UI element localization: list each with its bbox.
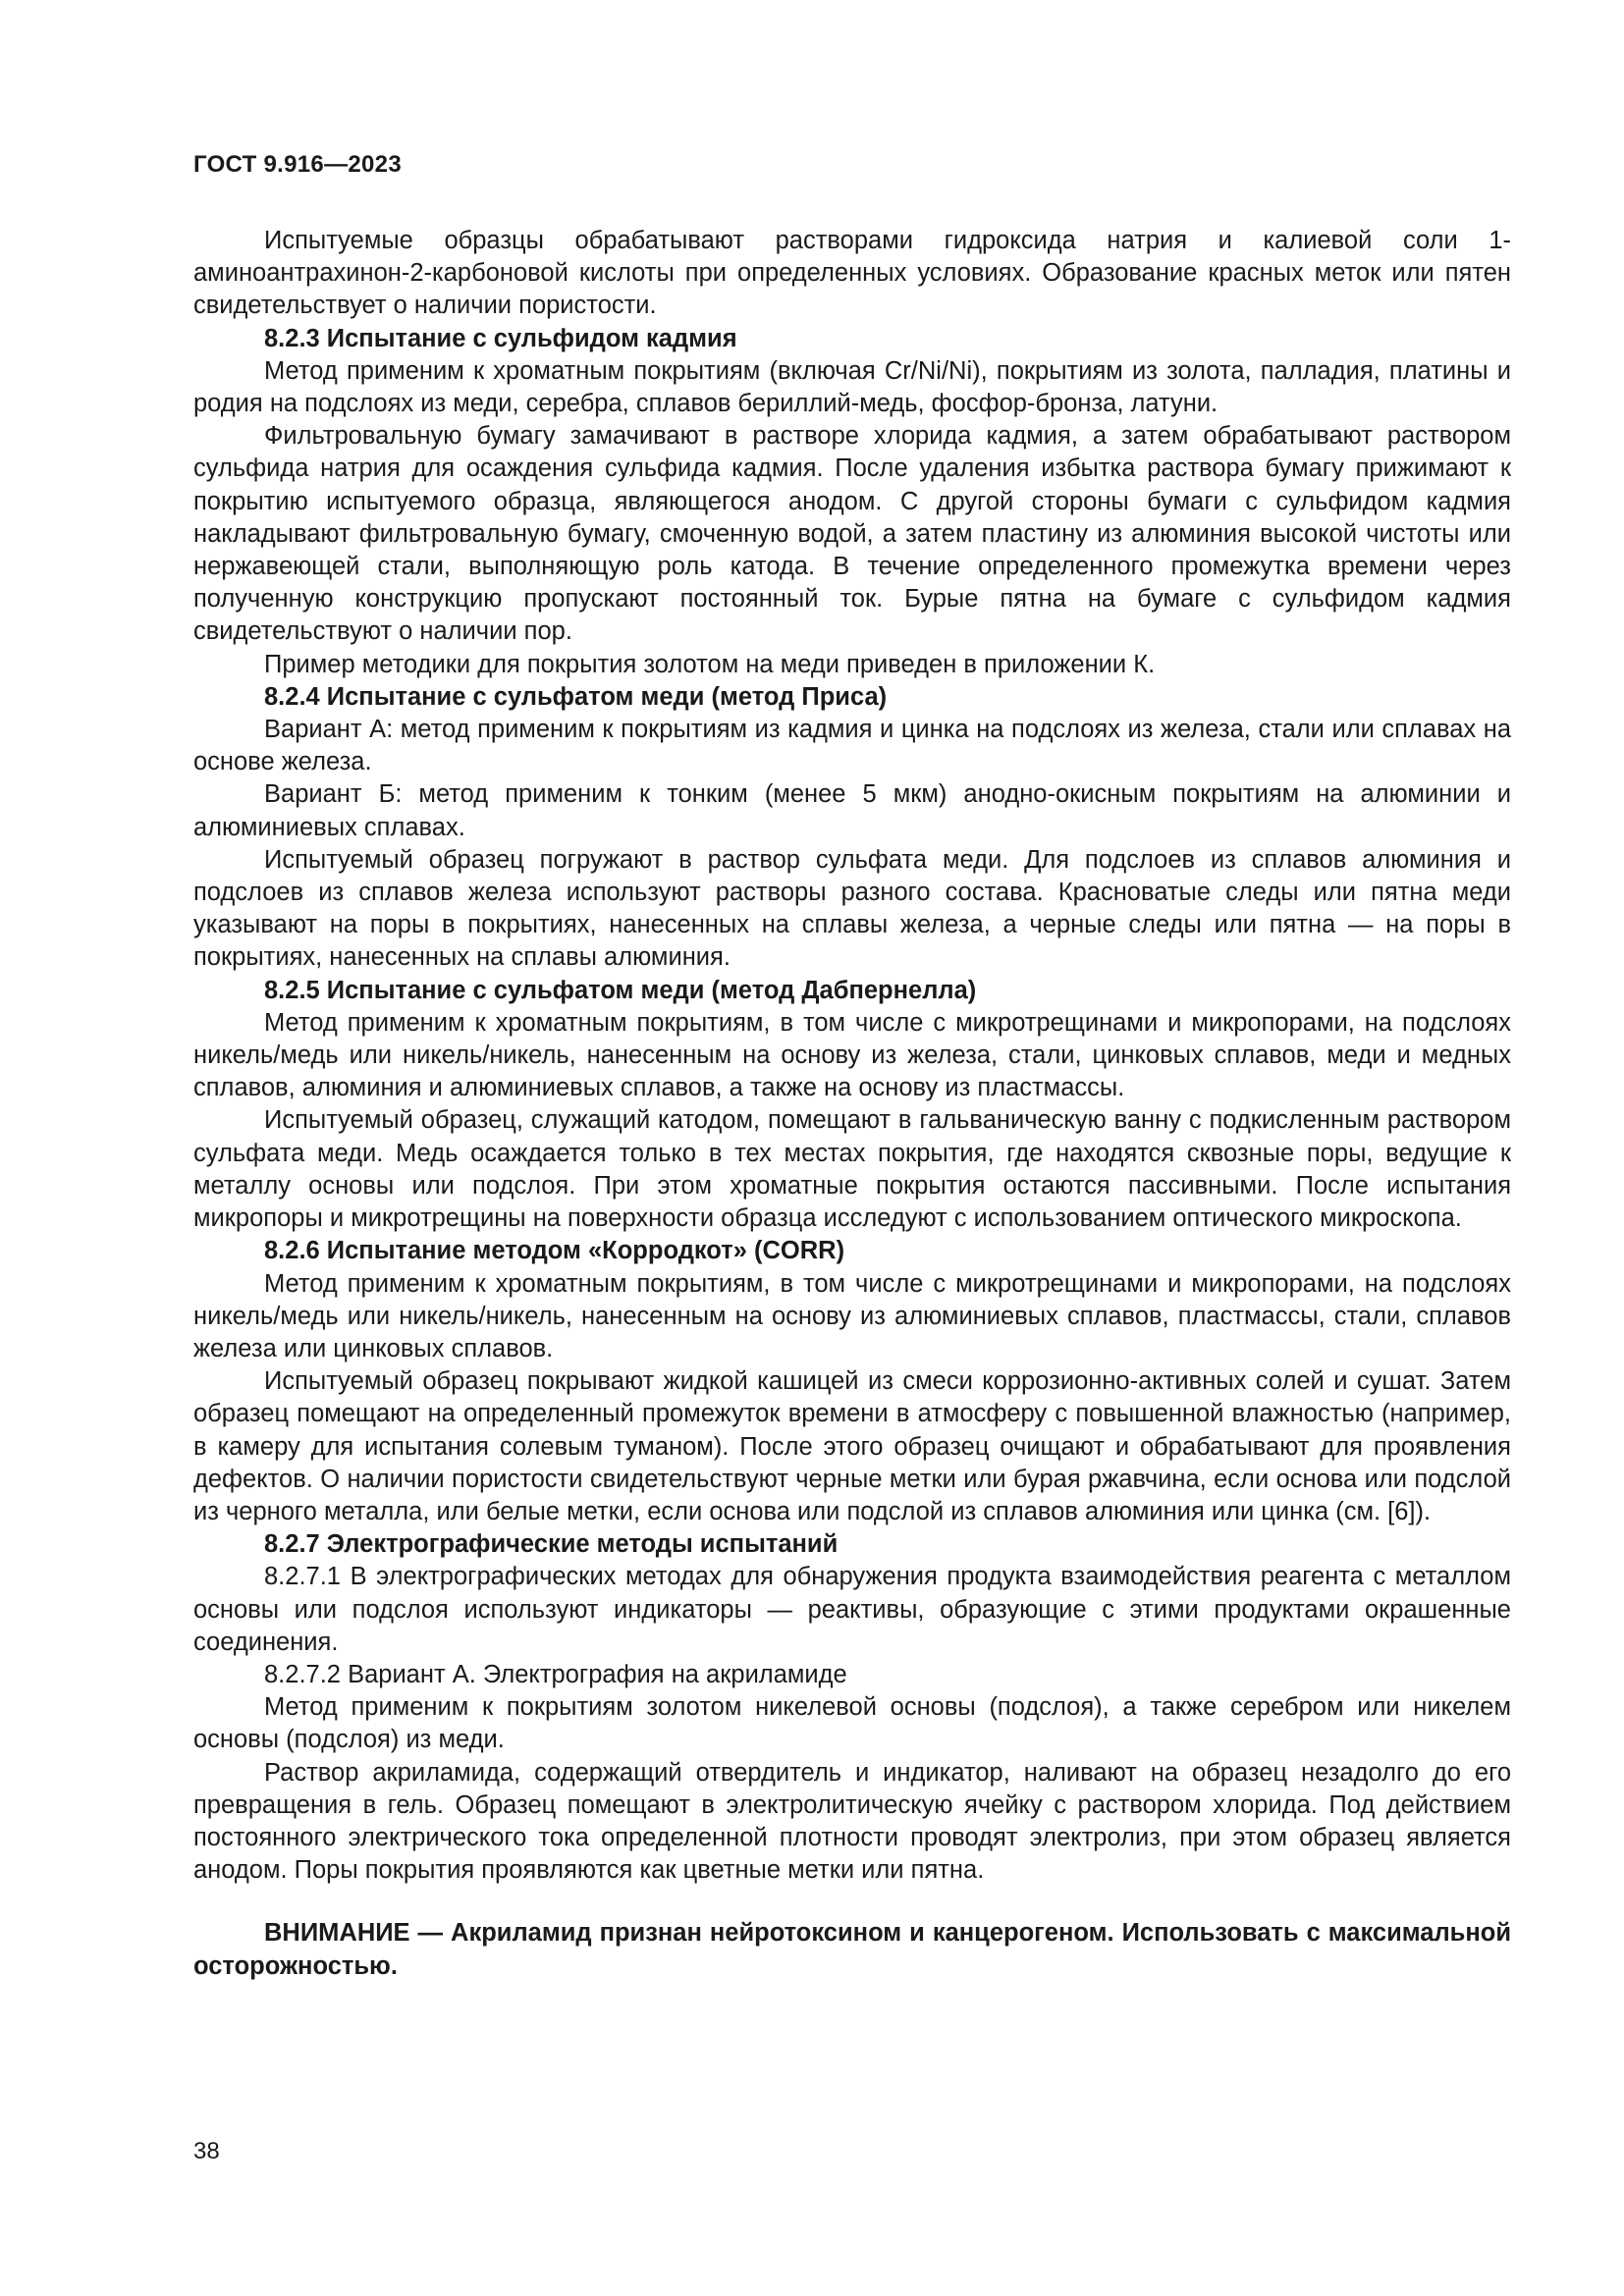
paragraph: Раствор акриламида, содержащий отвердитель и индикатор, наливают на образец незадолго до его превращения в гель. Образец помещают в электролитическую ячейку с раствором хлорида. Под действием постоянного электрического тока определенной плотности проводят электролиз, при этом образец является анодом. Поры покрытия проявляются как цветные метки или пятна. [193,1758,1511,1885]
paragraph: Метод применим к хроматным покрытиям, в том числе с микротрещинами и микропорами, на подслоях никель/медь или никель/никель, нанесенным на основу из алюминиевых сплавов, пластмассы, стали, сплавов железа или цинковых сплавов. [193,1269,1511,1362]
paragraph: Метод применим к покрытиям золотом никелевой основы (подслоя), а также серебром или никелем основы (подслоя) из меди. [193,1693,1511,1754]
paragraph: Пример методики для покрытия золотом на меди приведен в приложении К. [264,650,1156,678]
paragraph: Испытуемые образцы обрабатывают растворами гидроксида натрия и калиевой соли 1-аминоантрахинон-2-карбоновой кислоты при определенных условиях. Образование красных меток или пятен свидетельствует о наличии пористости. [193,227,1511,320]
paragraph: Метод применим к хроматным покрытиям (включая Cr/Ni/Ni), покрытиям из золота, палладия, платины и родия на подслоях из меди, серебра, сплавов бериллий-медь, фосфор-бронза, латуни. [193,356,1511,418]
paragraph: Вариант А: метод применим к покрытиям из кадмия и цинка на подслоях из железа, стали или сплавах на основе железа. [193,716,1511,776]
section-heading-8-2-4: 8.2.4 Испытание с сульфатом меди (метод Приса) [264,682,888,711]
subsection-heading-8-2-7-2: 8.2.7.2 Вариант А. Электрография на акриламиде [264,1660,847,1688]
paragraph: 8.2.7.1 В электрографических методах для обнаружения продукта взаимодействия реагента с металлом основы или подслоя используют индикаторы — реактивы, образующие с этими продуктами окрашенные соединения. [193,1563,1511,1656]
page-number: 38 [193,2138,220,2164]
warning-notice: ВНИМАНИЕ — Акриламид признан нейротоксином и канцерогеном. Использовать с максимальной осторожностью. [193,1919,1511,1981]
paragraph: Испытуемый образец покрывают жидкой кашицей из смеси коррозионно-активных солей и сушат. Затем образец помещают на определенный промежуток времени в атмосферу с повышенной влажностью (например, в камеру для испытания солевым туманом). После этого образец очищают и обрабатывают для проявления дефектов. О наличии пористости свидетельствуют черные метки или бурая ржавчина, если основа или подслой из черного металла, или белые метки, если основа или подслой из сплавов алюминия или цинка (см. [6]). [193,1367,1511,1525]
paragraph: Фильтровальную бумагу замачивают в растворе хлорида кадмия, а затем обрабатывают раствором сульфида натрия для осаждения сульфида кадмия. После удаления избытка раствора бумагу прижимают к покрытию испытуемого образца, являющегося анодом. С другой стороны бумаги с сульфидом кадмия накладывают фильтровальную бумагу, смоченную водой, а затем пластину из алюминия высокой чистоты или нержавеющей стали, выполняющую роль катода. В течение определенного промежутка времени через полученную конструкцию пропускают постоянный ток. Бурые пятна на бумаге с сульфидом кадмия свидетельствуют о наличии пор. [193,422,1511,646]
section-heading-8-2-7: 8.2.7 Электрографические методы испытаний [264,1530,839,1559]
document-header: ГОСТ 9.916—2023 [193,151,402,178]
document-body [193,225,1511,1983]
paragraph: Испытуемый образец погружают в раствор сульфата меди. Для подслоев из сплавов алюминия и подслоев из сплавов железа используют растворы разного состава. Красноватые следы или пятна меди указывают на поры в покрытиях, нанесенных на сплавы железа, а черные следы или пятна — на поры в покрытиях, нанесенных на сплавы алюминия. [193,845,1511,972]
section-heading-8-2-5: 8.2.5 Испытание с сульфатом меди (метод Дабпернелла) [264,976,977,1004]
section-heading-8-2-6: 8.2.6 Испытание методом «Корродкот» (CORR) [264,1237,845,1265]
paragraph: Метод применим к хроматным покрытиям, в том числе с микротрещинами и микропорами, на подслоях никель/медь или никель/никель, нанесенным на основу из железа, стали, цинковых сплавов, меди и медных сплавов, алюминия и алюминиевых сплавов, а также на основу из пластмассы. [193,1008,1511,1102]
paragraph: Вариант Б: метод применим к тонким (менее 5 мкм) анодно-окисным покрытиям на алюминии и алюминиевых сплавах. [193,780,1511,841]
paragraph: Испытуемый образец, служащий катодом, помещают в гальваническую ванну с подкисленным раствором сульфата меди. Медь осаждается только в тех местах покрытия, где находятся сквозные поры, ведущие к металлу основы или подслоя. При этом хроматные покрытия остаются пассивными. После испытания микропоры и микротрещины на поверхности образца исследуют с использованием оптического микроскопа. [193,1106,1511,1233]
section-heading-8-2-3: 8.2.3 Испытание с сульфидом кадмия [264,324,737,352]
